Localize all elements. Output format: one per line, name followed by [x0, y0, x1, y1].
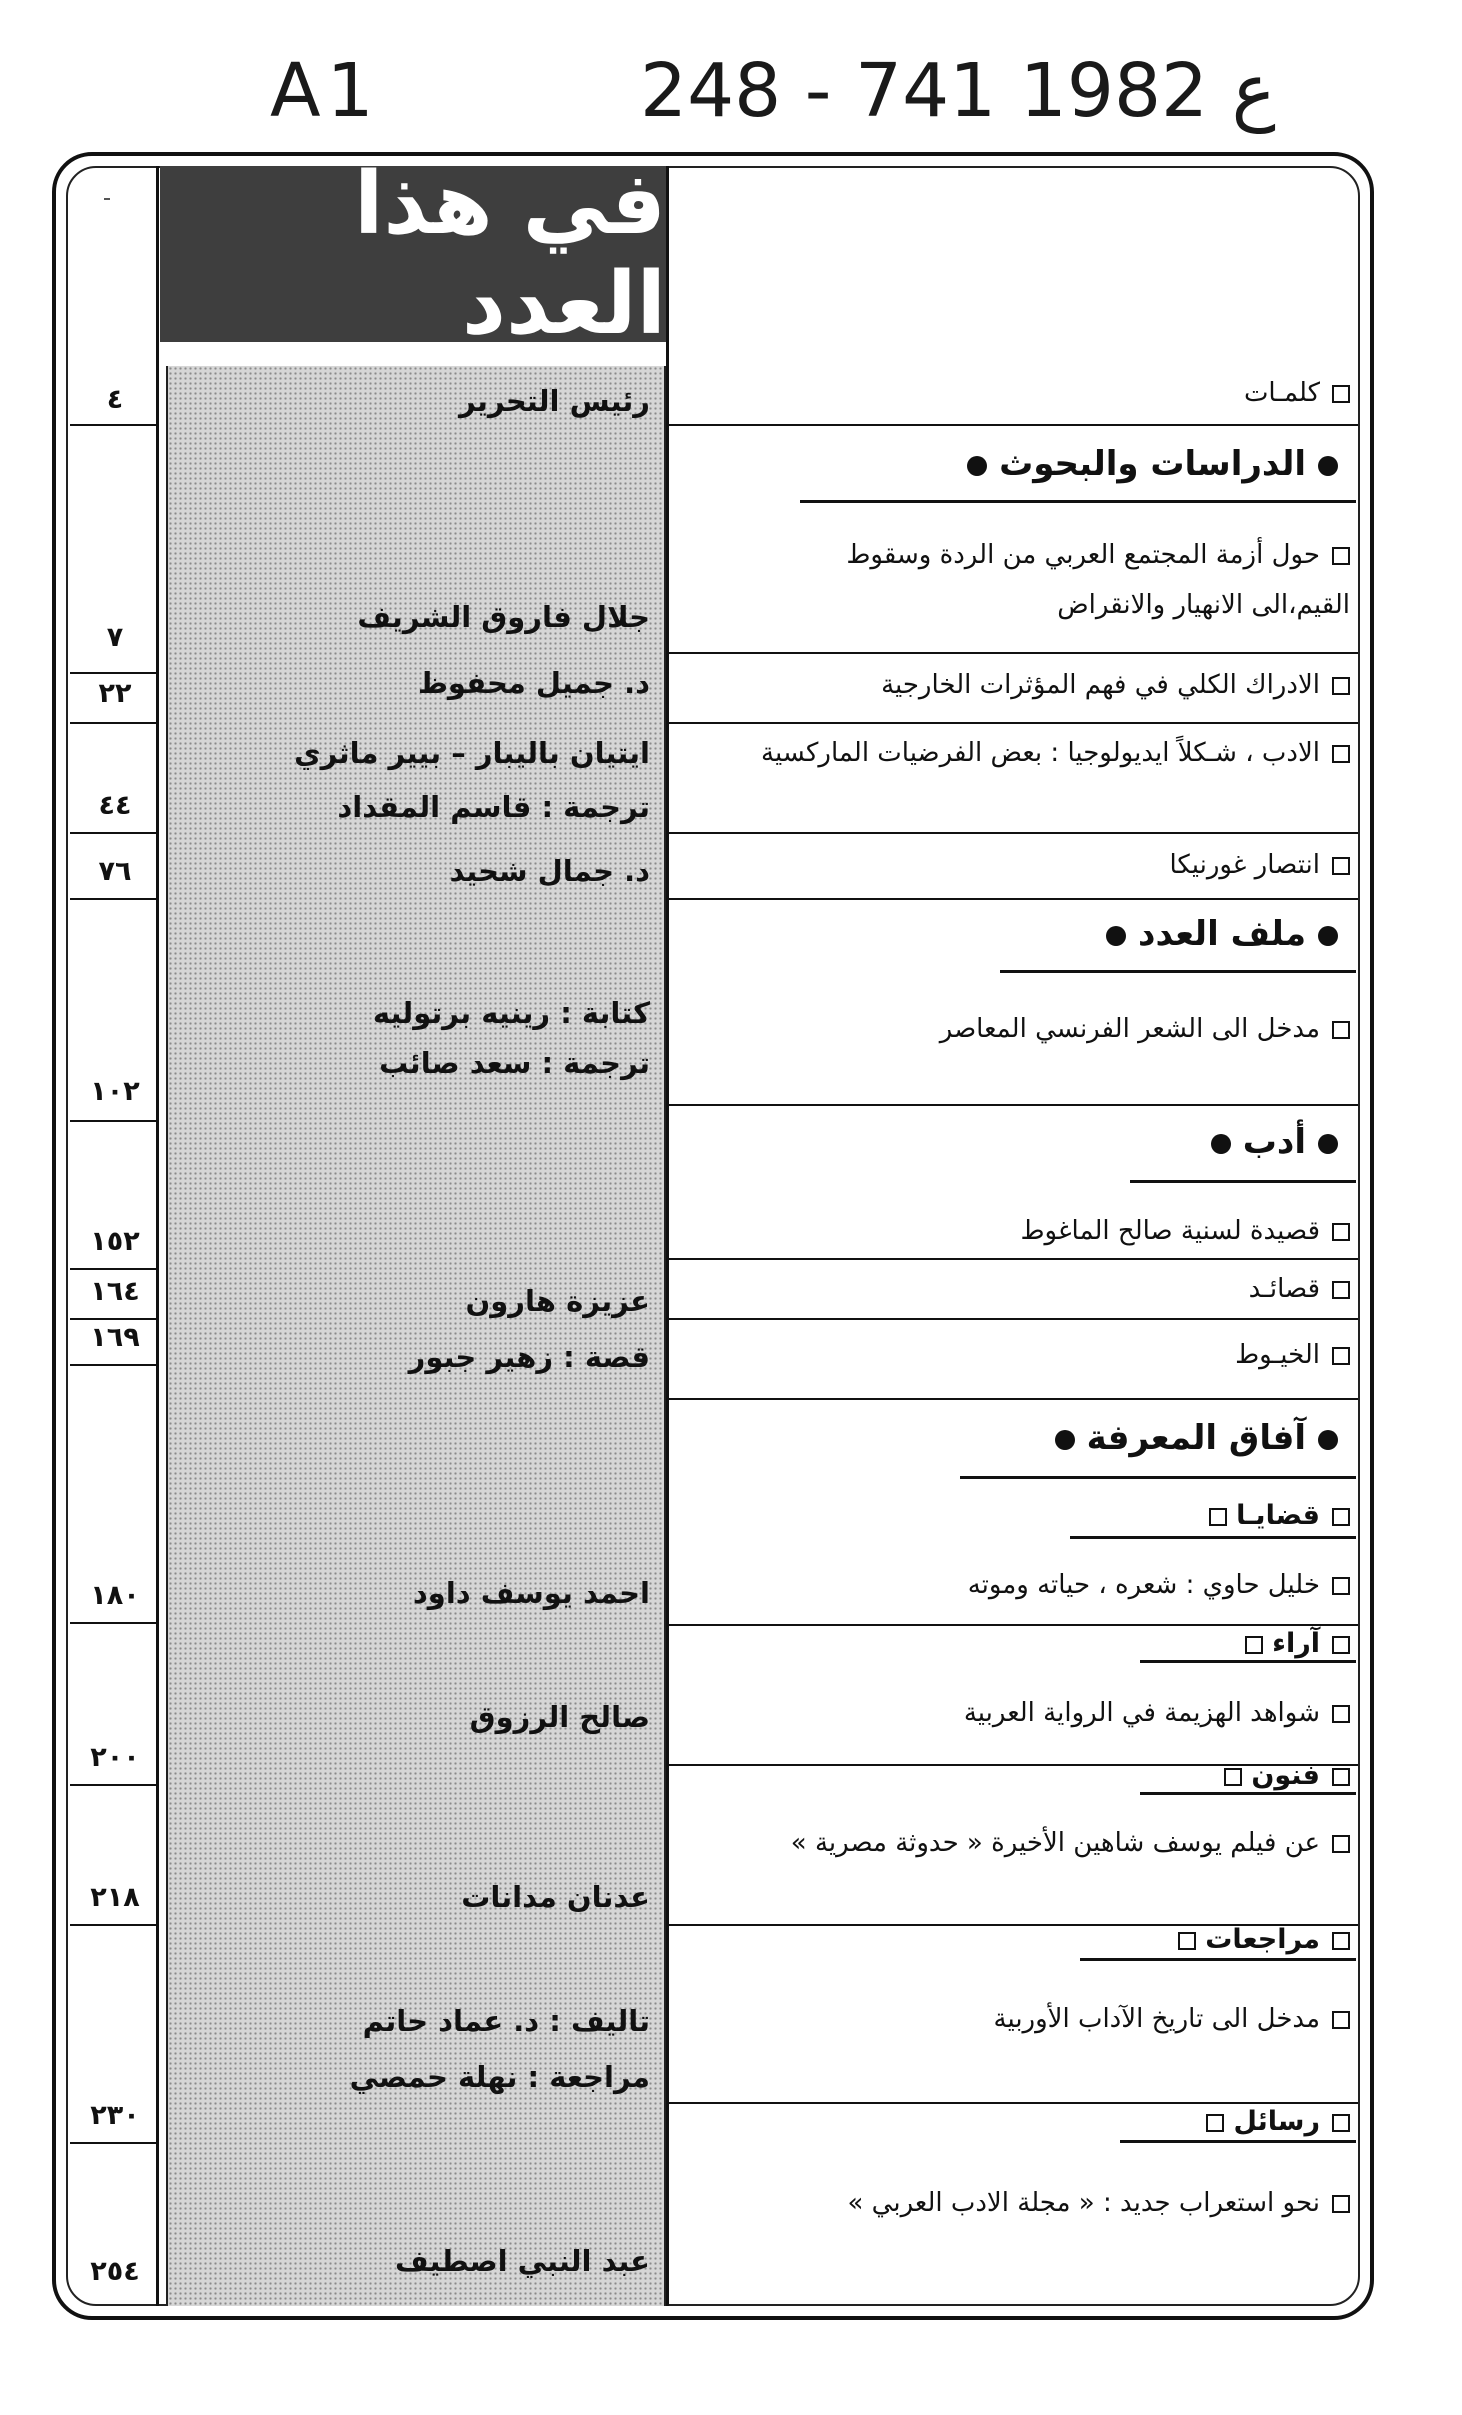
subsection-opinions: آراء	[1233, 1628, 1350, 1659]
page-sep	[70, 898, 158, 900]
content-sep	[668, 2102, 1358, 2104]
toc-item: قصيدة لسنية صالح الماغوط	[760, 1206, 1350, 1256]
subsection-letters: رسائل	[1194, 2106, 1350, 2137]
page-sep	[70, 1784, 158, 1786]
content-sep	[668, 652, 1358, 654]
section-underline	[1000, 970, 1356, 973]
toc-item: نحو استعراب جديد : « مجلة الادب العربي »	[760, 2178, 1350, 2228]
author-name: عزيزة هارون	[465, 1284, 650, 1318]
toc-item: الادب ، شـكلاً ايديولوجيا : بعض الفرضيات الماركسية	[760, 728, 1350, 778]
page-sep	[70, 1924, 158, 1926]
author-name: مراجعة : نهلة حمصي	[349, 2060, 650, 2094]
toc-item: قصائـد	[760, 1264, 1350, 1314]
subsection-underline	[1140, 1660, 1356, 1663]
section-heading-studies: الدراسات والبحوث	[955, 444, 1350, 484]
issue-banner	[160, 154, 666, 354]
author-name: جلال فاروق الشريف	[357, 600, 650, 634]
content-sep	[668, 1398, 1358, 1400]
subsection-arts: فنون	[1212, 1760, 1350, 1791]
section-underline	[1130, 1180, 1356, 1183]
page-sep	[70, 722, 158, 724]
page-sep	[70, 1364, 158, 1366]
author-name: كتابة : رينيه برتوليه	[372, 996, 650, 1030]
author-name: عدنان مدانات	[461, 1880, 650, 1914]
content-sep	[668, 1104, 1358, 1106]
banner-title: في هذا العدد	[353, 154, 666, 354]
section-underline	[800, 500, 1356, 503]
toc-item: مدخل الى الشعر الفرنسي المعاصر	[760, 1004, 1350, 1054]
page-sep	[70, 672, 158, 674]
frame-tick-mark	[104, 198, 110, 200]
content-sep	[668, 424, 1358, 426]
handwritten-code-right: 248 - ع 1982 741	[640, 48, 1276, 134]
content-sep	[668, 1318, 1358, 1320]
author-name: ترجمة : سعد صائب	[379, 1046, 650, 1080]
subsection-underline	[1070, 1536, 1356, 1539]
toc-item: الخيـوط	[760, 1330, 1350, 1380]
toc-item: كلمـات	[760, 368, 1350, 418]
toc-item: شواهد الهزيمة في الرواية العربية	[760, 1688, 1350, 1738]
page-sep	[70, 2142, 158, 2144]
author-name: احمد يوسف داود	[412, 1576, 650, 1610]
toc-item: مدخل الى تاريخ الآداب الأوربية	[760, 1994, 1350, 2044]
page-sep	[70, 1268, 158, 1270]
page-number: ٢٢	[98, 678, 132, 709]
toc-item: انتصار غورنيكا	[760, 840, 1350, 890]
page-number: ١٦٩	[90, 1322, 140, 1353]
content-sep	[668, 898, 1358, 900]
page-number: ٢٠٠	[90, 1742, 140, 1773]
page-number: ٢١٨	[90, 1882, 140, 1913]
subsection-reviews: مراجعات	[1166, 1924, 1350, 1955]
page-number: ١٨٠	[90, 1580, 140, 1611]
page-number: ٧٦	[98, 856, 132, 887]
content-sep	[668, 1624, 1358, 1626]
page-sep	[70, 832, 158, 834]
subsection-issues: قضايـا	[1197, 1500, 1350, 1531]
page-number: ١٦٤	[90, 1276, 140, 1307]
content-sep	[668, 832, 1358, 834]
toc-item: الادراك الكلي في فهم المؤثرات الخارجية	[760, 660, 1350, 710]
author-name: صالح الرزوق	[469, 1700, 650, 1734]
handwritten-code-left: A1	[270, 48, 380, 134]
toc-item: عن فيلم يوسف شاهين الأخيرة « حدوثة مصرية »	[760, 1818, 1350, 1868]
subsection-underline	[1080, 1958, 1356, 1961]
page-sep	[70, 1622, 158, 1624]
author-name: د. جمال شحيد	[449, 854, 650, 888]
content-column-divider	[666, 166, 669, 2306]
page-number: ١٥٢	[90, 1226, 140, 1257]
page-number: ٢٣٠	[90, 2100, 140, 2131]
author-name: د. جميل محفوظ	[417, 666, 650, 700]
page-sep	[70, 1318, 158, 1320]
author-name: ايتيان باليبار – بيير ماثري	[294, 736, 650, 770]
page-number: ٤	[106, 384, 124, 415]
subsection-underline	[1140, 1792, 1356, 1795]
page-sep	[70, 1120, 158, 1122]
author-name: رئيس التحرير	[458, 384, 650, 418]
page-number: ٧	[106, 622, 124, 653]
section-heading-literature: أدب	[1199, 1122, 1350, 1162]
author-name: ترجمة : قاسم المقداد	[337, 790, 650, 824]
author-name: تاليف : د. عماد حاتم	[362, 2004, 650, 2038]
section-underline	[960, 1476, 1356, 1479]
author-name: عبد النبي اصطيف	[394, 2244, 650, 2278]
page-number: ١٠٢	[90, 1076, 140, 1107]
toc-item: حول أزمة المجتمع العربي من الردة وسقوط القيم،الى الانهيار والانقراض	[846, 540, 1350, 620]
page-number: ٢٥٤	[90, 2256, 140, 2287]
section-heading-file: ملف العدد	[1094, 914, 1350, 954]
toc-item: خليل حاوي : شعره ، حياته وموته	[760, 1560, 1350, 1610]
section-heading-horizons: آفاق المعرفة	[1043, 1418, 1350, 1458]
content-sep	[668, 722, 1358, 724]
content-sep	[668, 1258, 1358, 1260]
author-name: قصة : زهير جبور	[408, 1340, 650, 1374]
page-sep	[70, 424, 158, 426]
page-number: ٤٤	[98, 790, 132, 821]
subsection-underline	[1120, 2140, 1356, 2143]
